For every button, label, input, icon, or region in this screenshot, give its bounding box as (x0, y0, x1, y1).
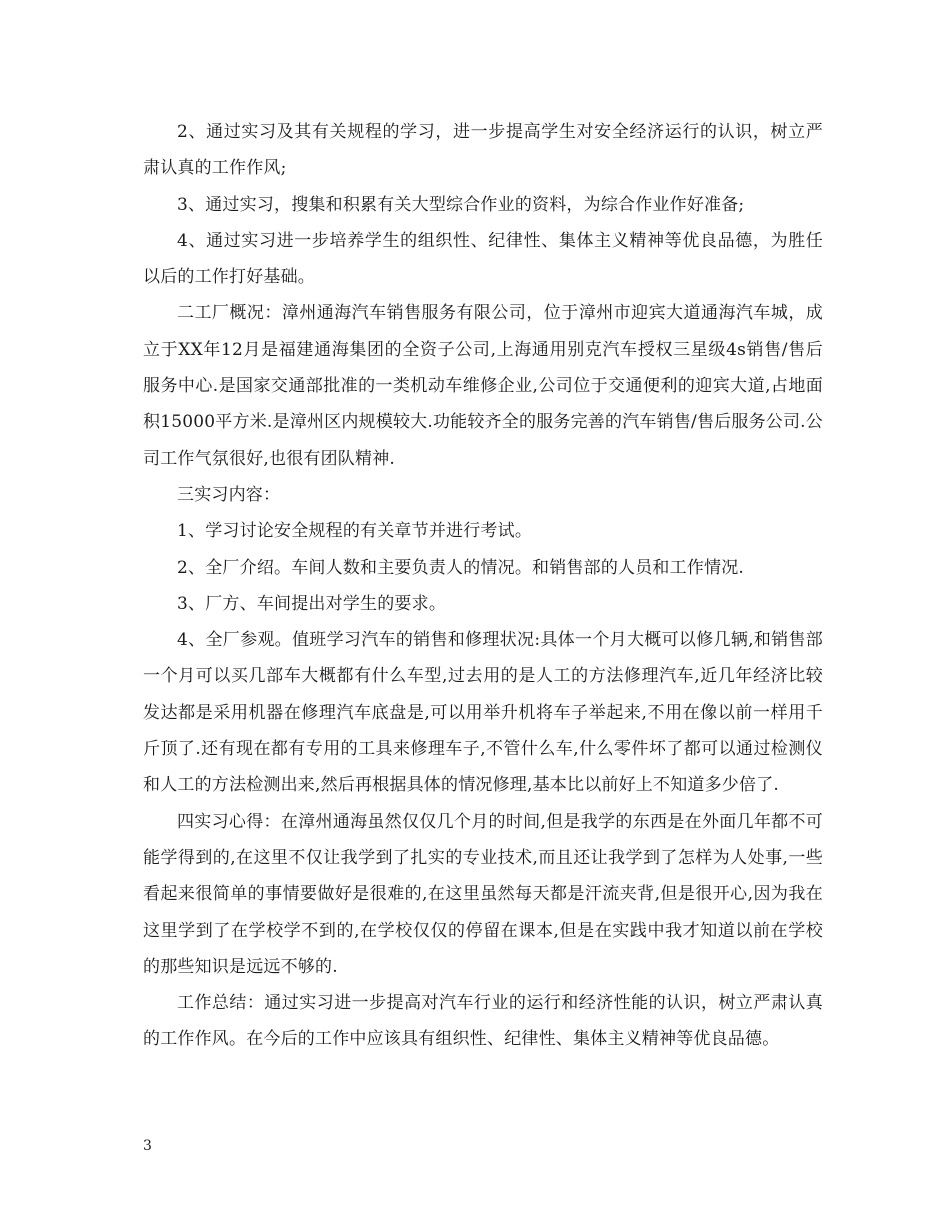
section-factory-overview: 二工厂概况：漳州通海汽车销售服务有限公司，位于漳州市迎宾大道通海汽车城，成立于XX年12月是福建通海集团的全资子公司,上海通用别克汽车授权三星级4s销售/售后服务中心.是国家交通部批准的一类机动车维修企业,公司位于交通便利的迎宾大道,占地面积15000平方米.是漳州区内规模较大.功能较齐全的服务完善的汽车销售/售后服务公司.公司工作气氛很好,也很有团队精神. (143, 303, 823, 469)
paragraph-item-2: 2、通过实习及其有关规程的学习，进一步提高学生对安全经济运行的认识，树立严肃认真的工作作风; (143, 122, 823, 179)
paragraph-item-4: 4、通过实习进一步培养学生的组织性、纪律性、集体主义精神等优良品德，为胜任以后的工作打好基础。 (143, 230, 823, 288)
content-item-4: 4、全厂参观。值班学习汽车的销售和修理状况:具体一个月大概可以修几辆,和销售部一个月可以买几部车大概都有什么车型,过去用的是人工的方法修理汽车,近几年经济比较发达都是采用机器在修理汽车底盘是,可以用举升机将车子举起来,不用在像以前一样用千斤顶了.还有现在都有专用的工具来修理车子,不管什么车,什么零件坏了都可以通过检测仪和人工的方法检测出来,然后再根据具体的情况修理,基本比以前好上不知道多少倍了. (143, 630, 823, 796)
document-body (143, 114, 823, 1058)
section-work-summary: 工作总结：通过实习进一步提高对汽车行业的运行和经济性能的认识，树立严肃认真的工作作风。在今后的工作中应该具有组织性、纪律性、集体主义精神等优良品德。 (143, 993, 823, 1050)
content-item-3: 3、厂方、车间提出对学生的要求。 (177, 593, 447, 614)
paragraph-item-3: 3、通过实习，搜集和积累有关大型综合作业的资料，为综合作业作好准备; (177, 194, 745, 215)
section-internship-reflection: 四实习心得：在漳州通海虽然仅仅几个月的时间,但是我学的东西是在外面几年都不可能学得到的,在这里不仅让我学到了扎实的专业技术,而且还让我学到了怎样为人处事,一些看起来很简单的事情要做好是很难的,在这里虽然每天都是汗流夹背,但是很开心,因为我在这里学到了在学校学不到的,在学校仅仅的停留在课本,但是在实践中我才知道以前在学校的那些知识是远远不够的. (143, 811, 823, 977)
content-item-1: 1、学习讨论安全规程的有关章节并进行考试。 (177, 521, 533, 542)
page-number: 3 (143, 1138, 152, 1154)
section-heading-internship-content: 三实习内容： (177, 484, 281, 505)
content-item-2: 2、全厂介绍。车间人数和主要负责人的情况。和销售部的人员和工作情况. (177, 557, 745, 578)
